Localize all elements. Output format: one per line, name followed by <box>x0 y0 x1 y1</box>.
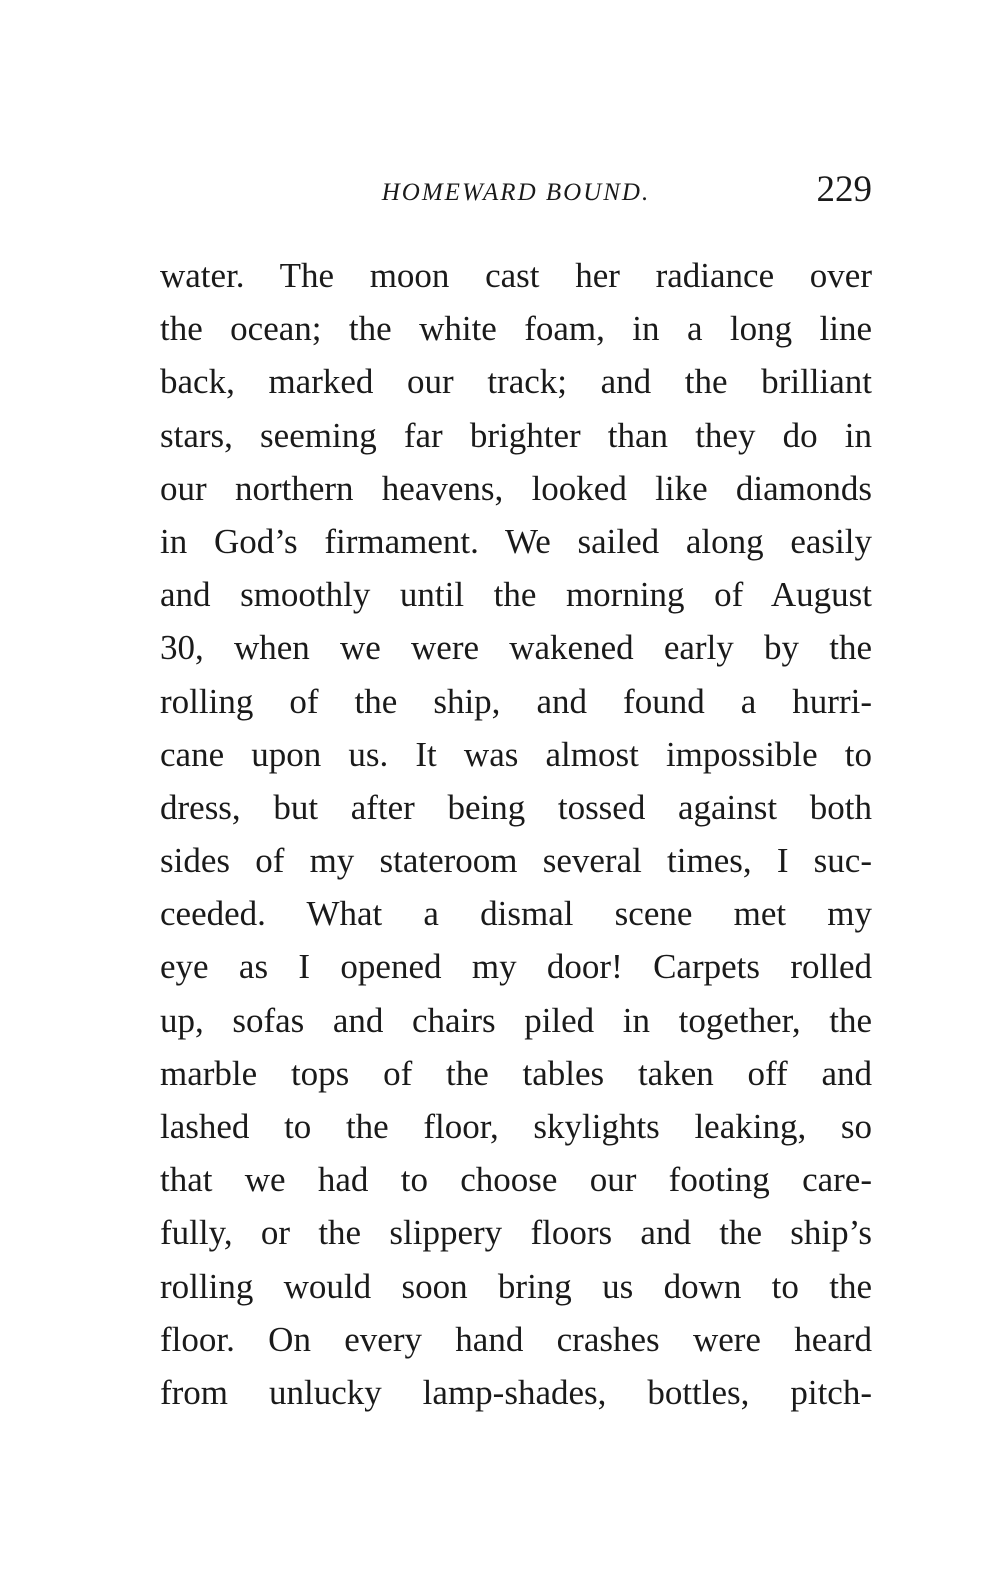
text-line: that we had to choose our footing care- <box>160 1160 872 1200</box>
running-head <box>160 168 872 218</box>
text-line: our northern heavens, looked like diamonds <box>160 468 872 508</box>
text-line: up, sofas and chairs piled in together, the <box>160 1000 872 1040</box>
text-line: water. The moon cast her radiance over <box>160 256 872 295</box>
text-line: the ocean; the white foam, in a long line <box>160 309 872 349</box>
text-line: eye as I opened my door! Carpets rolled <box>160 947 872 987</box>
text-line: and smoothly until the morning of August <box>160 575 872 615</box>
body-text <box>160 249 872 1419</box>
text-line: dress, but after being tossed against both <box>160 787 872 827</box>
text-line: ceeded. What a dismal scene met my <box>160 894 872 934</box>
text-line: in God’s firmament. We sailed along easily <box>160 521 872 561</box>
running-title: HOMEWARD BOUND. <box>381 179 651 206</box>
text-line: fully, or the slippery floors and the ship’s <box>160 1213 872 1253</box>
text-line: rolling would soon bring us down to the <box>160 1266 872 1306</box>
text-line: lashed to the floor, skylights leaking, so <box>160 1107 872 1146</box>
page-number: 229 <box>816 169 872 210</box>
text-line: back, marked our track; and the brilliant <box>160 362 872 402</box>
text-line: rolling of the ship, and found a hurri- <box>160 681 872 721</box>
text-line: marble tops of the tables taken off and <box>160 1053 872 1093</box>
text-line: from unlucky lamp-shades, bottles, pitch- <box>160 1372 872 1412</box>
text-line: cane upon us. It was almost impossible to <box>160 734 872 774</box>
text-line: 30, when we were wakened early by the <box>160 628 872 668</box>
text-line: stars, seeming far brighter than they do in <box>160 415 872 455</box>
text-line: floor. On every hand crashes were heard <box>160 1319 872 1359</box>
text-line: sides of my stateroom several times, I suc- <box>160 841 872 881</box>
